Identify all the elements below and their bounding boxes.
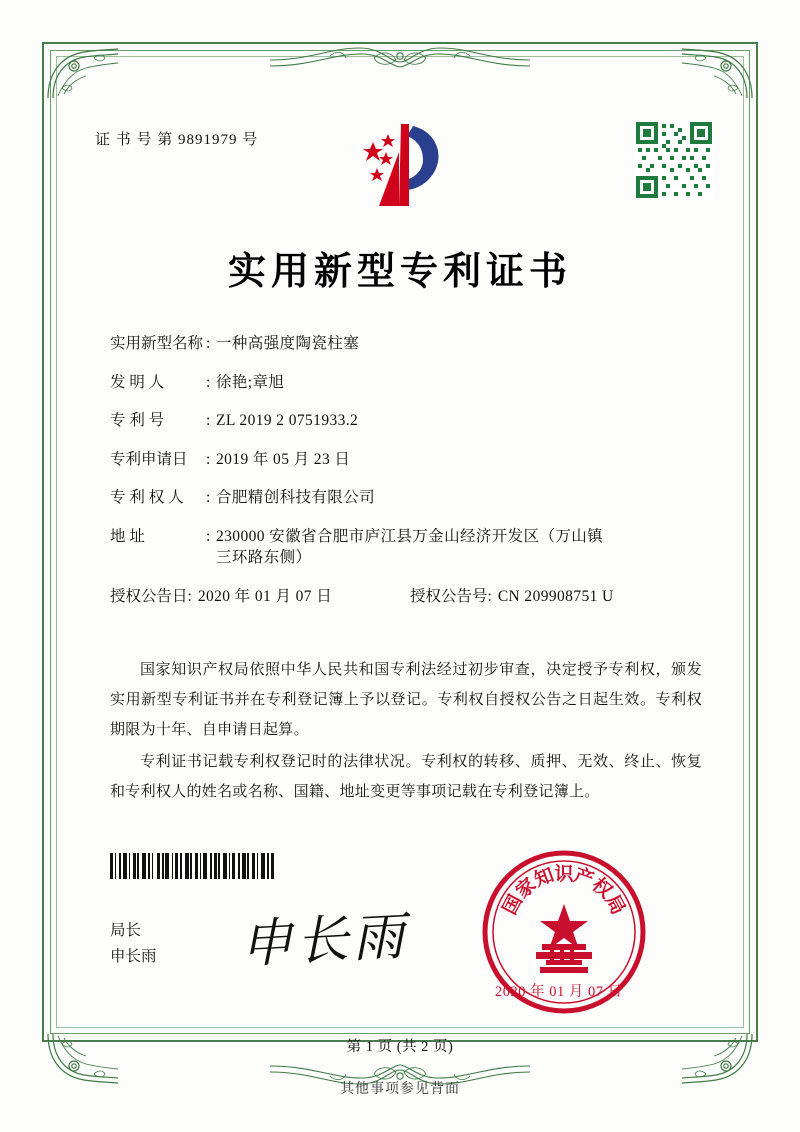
- corner-ornament-icon: [44, 44, 122, 102]
- barcode: [110, 853, 328, 879]
- svg-text:知: 知: [531, 863, 557, 892]
- footer-note: 其他事项参见背面: [340, 1082, 460, 1097]
- page-title: 实用新型专利证书: [227, 248, 572, 293]
- field-label: 专 利 号: [110, 412, 165, 429]
- field-colon: :: [206, 412, 211, 429]
- svg-text:权: 权: [587, 873, 617, 903]
- field-label: 发 明 人: [110, 373, 165, 391]
- field-colon: :: [206, 527, 211, 545]
- seal-date: 2020 年 01 月 07 日: [495, 984, 623, 1000]
- field-value-line2: 三环路东侧）: [216, 549, 312, 566]
- field-label: 专 利 权 人: [110, 489, 184, 506]
- corner-ornament-icon: [678, 44, 756, 102]
- field-colon: :: [206, 373, 211, 391]
- field-label: 地 址: [110, 527, 145, 545]
- field-colon: :: [206, 489, 211, 506]
- legal-text: [110, 655, 702, 809]
- field-value: 2019 年 05 月 23 日: [216, 450, 351, 468]
- field-row-name: [110, 336, 710, 352]
- page-number: 第 1 页 (共 2 页): [346, 1039, 454, 1055]
- field-value: 徐艳;章旭: [216, 373, 285, 391]
- field-value-line1: 230000 安徽省合肥市庐江县万金山经济开发区（万山镇: [216, 527, 604, 545]
- field-row-patentee: [110, 490, 710, 506]
- svg-text:产: 产: [571, 863, 597, 892]
- field-row-application-date: [110, 452, 710, 468]
- field-colon: :: [206, 450, 211, 468]
- field-row-grant: [110, 589, 710, 605]
- field-colon: :: [206, 335, 211, 352]
- svg-text:识: 识: [554, 863, 574, 885]
- svg-text:局: 局: [601, 891, 630, 919]
- paragraph-2: 专利证书记载专利权登记时的法律状况。专利权的转移、质押、无效、终止、恢复和专利权人的姓名或名称、国籍、地址变更等事项记载在专利登记簿上。: [110, 754, 702, 800]
- certificate-number: 证 书 号 第 9891979 号: [95, 132, 259, 148]
- field-value: 合肥精创科技有限公司: [216, 489, 376, 506]
- handwritten-signature: 申长雨: [238, 906, 410, 976]
- qr-code-icon: [634, 120, 714, 200]
- field-list: [110, 336, 710, 610]
- field-value: [216, 529, 710, 566]
- grant-number-value: CN 209908751 U: [497, 587, 614, 605]
- field-row-inventor: [110, 375, 710, 391]
- grant-number-group: [410, 589, 710, 605]
- paragraph-1: 国家知识产权局依照中华人民共和国专利法经过初步审查，决定授予专利权，颁发实用新型专利证书并在专利登记簿上予以登记。专利权自授权公告之日起生效。专利权期限为十年、自申请日起算。: [110, 662, 702, 738]
- field-row-address: [110, 529, 710, 566]
- director-title: 局长: [110, 922, 142, 939]
- svg-text:家: 家: [511, 873, 541, 903]
- grant-date-value: 2020 年 01 月 07 日: [197, 587, 333, 605]
- grant-number-label: 授权公告号:: [410, 587, 492, 605]
- field-value: ZL 2019 2 0751933.2: [216, 412, 359, 429]
- cnipa-logo-icon: [355, 118, 451, 214]
- field-row-patent-number: [110, 413, 710, 429]
- field-value: 一种高强度陶瓷柱塞: [216, 335, 360, 352]
- svg-text:国: 国: [498, 891, 527, 919]
- director-name: 申长雨: [110, 948, 157, 965]
- grant-date-group: [110, 589, 410, 605]
- signature-block: [110, 918, 157, 970]
- field-label: 专利申请日: [110, 450, 188, 468]
- field-label: 实用新型名称: [110, 335, 204, 352]
- grant-date-label: 授权公告日:: [110, 587, 192, 605]
- top-flourish-icon: [270, 40, 530, 86]
